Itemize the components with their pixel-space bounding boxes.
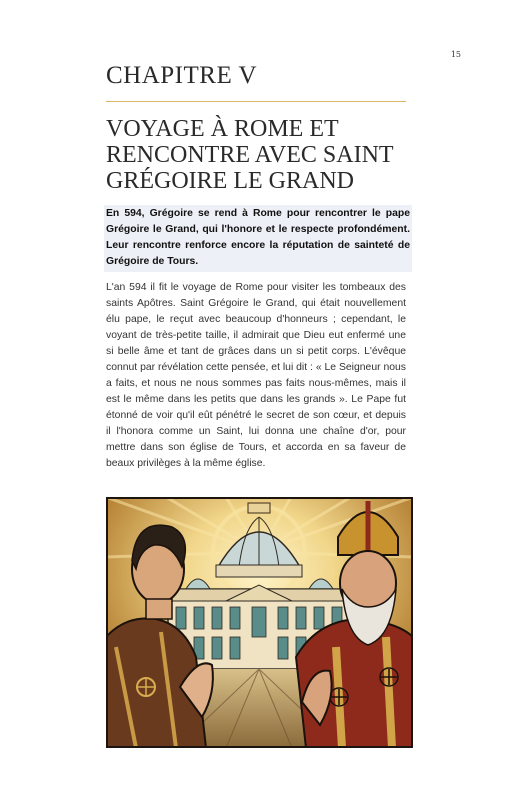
- illustration-gregory-meets-pope: [106, 497, 413, 748]
- chapter-heading: CHAPITRE V: [106, 62, 258, 89]
- chapter-summary: En 594, Grégoire se rend à Rome pour rencontrer le pape Grégoire le Grand, qui l'honore et le respecte profondément. Leur rencontre renforce encore la réputation de sainteté de Grégoire de Tours.: [104, 205, 412, 272]
- heading-divider: [106, 101, 406, 102]
- page-number: 15: [450, 50, 461, 59]
- chapter-body: L'an 594 il fit le voyage de Rome pour visiter les tombeaux des saints Apôtres. Saint Grégoire le Grand, qui était nouvellement élu pape, le reçut avec beaucoup d'honneurs ; cependant, le voyant de très-petite taille, il admirait que Dieu eut enfermé une si belle âme et tant de grâces dans un si petit corps. L'évêque connut par révélation cette pensée, et lui dit : « Le Seigneur nous a faits, et nous ne nous sommes pas faits nous-mêmes, mais il est le même dans les petits que dans les grands ». Le Pape fut étonné de voir qu'il eût pénétré le secret de son cœur, et depuis il l'honora comme un Saint, lui donna une chaîne d'or, pour mettre dans son église de Tours, et accorda en sa faveur de beaux privilèges à la même église.: [106, 282, 406, 469]
- illustration-artwork: [106, 497, 413, 748]
- chapter-title: VOYAGE À ROME ET RENCONTRE AVEC SAINT GRÉGOIRE LE GRAND: [106, 116, 394, 194]
